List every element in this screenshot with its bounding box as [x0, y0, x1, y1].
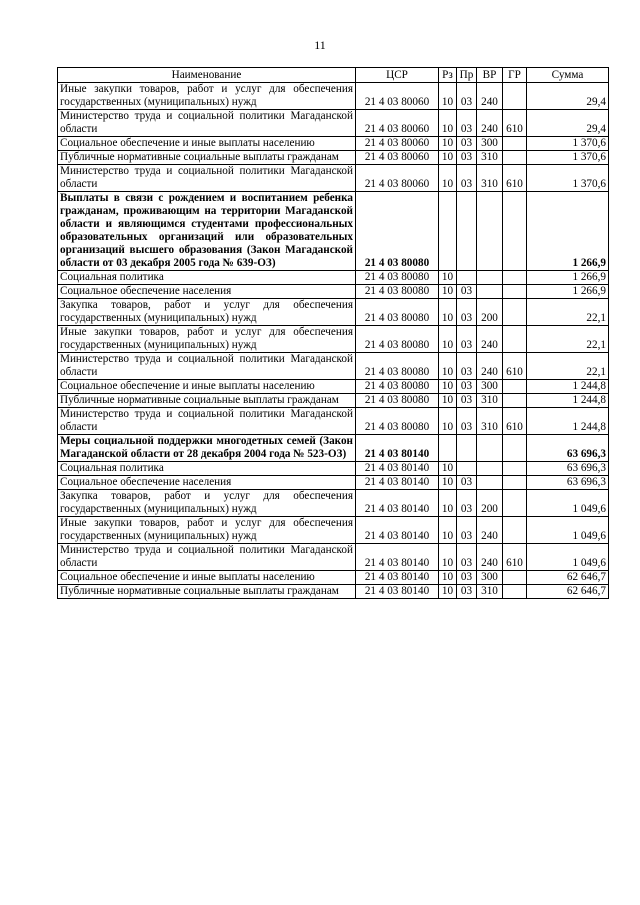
row-name: Закупка товаров, работ и услуг для обеспечения государственных (муниципальных) нужд [58, 299, 356, 326]
header-vr: ВР [477, 68, 503, 83]
row-pr: 03 [457, 380, 477, 394]
row-gr [503, 490, 527, 517]
row-sum: 62 646,7 [527, 585, 609, 599]
row-gr [503, 462, 527, 476]
row-sum: 1 370,6 [527, 151, 609, 165]
row-csr-code: 21 4 03 80060 [356, 137, 439, 151]
row-sum: 1 049,6 [527, 490, 609, 517]
row-pr: 03 [457, 165, 477, 192]
row-pr: 03 [457, 571, 477, 585]
table-row [58, 435, 609, 462]
row-rz: 10 [439, 517, 457, 544]
row-pr [457, 192, 477, 271]
row-csr-code: 21 4 03 80140 [356, 476, 439, 490]
row-rz: 10 [439, 151, 457, 165]
row-rz: 10 [439, 83, 457, 110]
row-name: Министерство труда и социальной политики Магаданской области [58, 353, 356, 380]
row-rz: 10 [439, 476, 457, 490]
row-vr: 240 [477, 326, 503, 353]
table-row [58, 394, 609, 408]
row-gr [503, 299, 527, 326]
row-pr: 03 [457, 544, 477, 571]
row-csr-code: 21 4 03 80060 [356, 110, 439, 137]
row-sum: 29,4 [527, 110, 609, 137]
row-name: Социальное обеспечение и иные выплаты населению [58, 571, 356, 585]
row-vr [477, 192, 503, 271]
table-row [58, 137, 609, 151]
row-rz: 10 [439, 544, 457, 571]
row-name: Социальное обеспечение населения [58, 476, 356, 490]
row-vr: 240 [477, 83, 503, 110]
row-pr: 03 [457, 490, 477, 517]
row-csr-code: 21 4 03 80060 [356, 151, 439, 165]
row-rz: 10 [439, 110, 457, 137]
row-pr: 03 [457, 137, 477, 151]
row-name: Меры социальной поддержки многодетных семей (Закон Магаданской области от 28 декабря 2004 года № 523-ОЗ) [58, 435, 356, 462]
row-name: Социальное обеспечение населения [58, 285, 356, 299]
row-gr [503, 380, 527, 394]
row-sum: 1 049,6 [527, 544, 609, 571]
row-rz: 10 [439, 380, 457, 394]
row-vr [477, 285, 503, 299]
row-rz [439, 192, 457, 271]
row-rz: 10 [439, 585, 457, 599]
row-sum: 63 696,3 [527, 435, 609, 462]
row-gr [503, 137, 527, 151]
row-vr: 300 [477, 137, 503, 151]
row-vr: 310 [477, 151, 503, 165]
row-rz: 10 [439, 285, 457, 299]
row-name: Министерство труда и социальной политики Магаданской области [58, 544, 356, 571]
row-name: Публичные нормативные социальные выплаты гражданам [58, 585, 356, 599]
row-sum: 1 244,8 [527, 380, 609, 394]
row-gr: 610 [503, 544, 527, 571]
table-row [58, 571, 609, 585]
row-vr: 300 [477, 571, 503, 585]
row-gr [503, 394, 527, 408]
table-row [58, 585, 609, 599]
row-csr-code: 21 4 03 80080 [356, 394, 439, 408]
header-sum: Сумма [527, 68, 609, 83]
row-csr-code: 21 4 03 80140 [356, 490, 439, 517]
row-name: Социальное обеспечение и иные выплаты населению [58, 380, 356, 394]
row-csr-code: 21 4 03 80060 [356, 83, 439, 110]
header-pr: Пр [457, 68, 477, 83]
row-name: Министерство труда и социальной политики Магаданской области [58, 110, 356, 137]
row-sum: 22,1 [527, 326, 609, 353]
row-csr-code: 21 4 03 80140 [356, 571, 439, 585]
row-csr-code: 21 4 03 80080 [356, 353, 439, 380]
row-name: Социальная политика [58, 462, 356, 476]
row-name: Социальное обеспечение и иные выплаты населению [58, 137, 356, 151]
row-sum: 22,1 [527, 353, 609, 380]
row-csr-code: 21 4 03 80060 [356, 165, 439, 192]
row-vr [477, 271, 503, 285]
row-csr-code: 21 4 03 80080 [356, 271, 439, 285]
row-gr: 610 [503, 165, 527, 192]
row-pr: 03 [457, 353, 477, 380]
row-rz: 10 [439, 353, 457, 380]
row-gr: 610 [503, 353, 527, 380]
row-sum: 63 696,3 [527, 476, 609, 490]
table-row [58, 299, 609, 326]
row-gr [503, 571, 527, 585]
header-gr: ГР [503, 68, 527, 83]
row-sum: 1 266,9 [527, 271, 609, 285]
table-row [58, 83, 609, 110]
row-sum: 1 244,8 [527, 394, 609, 408]
table-row [58, 271, 609, 285]
table-row [58, 285, 609, 299]
table-row [58, 326, 609, 353]
row-vr: 310 [477, 408, 503, 435]
row-rz: 10 [439, 490, 457, 517]
row-csr-code: 21 4 03 80080 [356, 326, 439, 353]
row-vr [477, 435, 503, 462]
row-sum: 1 244,8 [527, 408, 609, 435]
row-sum: 1 266,9 [527, 285, 609, 299]
table-header-row [58, 68, 609, 83]
row-name: Иные закупки товаров, работ и услуг для обеспечения государственных (муниципальных) нужд [58, 326, 356, 353]
row-gr: 610 [503, 110, 527, 137]
row-name: Закупка товаров, работ и услуг для обеспечения государственных (муниципальных) нужд [58, 490, 356, 517]
row-vr: 240 [477, 517, 503, 544]
row-rz: 10 [439, 165, 457, 192]
row-rz: 10 [439, 137, 457, 151]
row-csr-code: 21 4 03 80140 [356, 435, 439, 462]
row-pr [457, 462, 477, 476]
row-gr [503, 326, 527, 353]
row-sum: 1 266,9 [527, 192, 609, 271]
row-sum: 1 370,6 [527, 137, 609, 151]
row-csr-code: 21 4 03 80140 [356, 544, 439, 571]
table-row [58, 408, 609, 435]
row-pr: 03 [457, 476, 477, 490]
budget-table [57, 67, 609, 599]
row-name: Министерство труда и социальной политики Магаданской области [58, 408, 356, 435]
row-rz [439, 435, 457, 462]
row-sum: 1 370,6 [527, 165, 609, 192]
row-vr: 200 [477, 490, 503, 517]
row-csr-code: 21 4 03 80140 [356, 585, 439, 599]
row-sum: 1 049,6 [527, 517, 609, 544]
row-gr [503, 285, 527, 299]
row-pr [457, 435, 477, 462]
row-pr: 03 [457, 517, 477, 544]
row-csr-code: 21 4 03 80080 [356, 299, 439, 326]
row-name: Выплаты в связи с рождением и воспитанием ребенка гражданам, проживающим на территории Магаданской области и являющимся студентами профессиональных образовательных организаций или образовательных организаций высшего образования (Закон Магаданской области от 03 декабря 2005 года № 639-ОЗ) [58, 192, 356, 271]
row-sum: 63 696,3 [527, 462, 609, 476]
row-pr: 03 [457, 285, 477, 299]
row-rz: 10 [439, 408, 457, 435]
table-row [58, 151, 609, 165]
header-csr: ЦСР [356, 68, 439, 83]
row-csr-code: 21 4 03 80080 [356, 380, 439, 394]
row-rz: 10 [439, 571, 457, 585]
table-row [58, 462, 609, 476]
header-name: Наименование [58, 68, 356, 83]
row-gr [503, 271, 527, 285]
row-vr: 310 [477, 165, 503, 192]
row-gr [503, 192, 527, 271]
row-vr [477, 476, 503, 490]
table-row [58, 490, 609, 517]
row-pr: 03 [457, 83, 477, 110]
row-vr: 200 [477, 299, 503, 326]
row-rz: 10 [439, 326, 457, 353]
table-row [58, 544, 609, 571]
row-gr [503, 83, 527, 110]
row-pr: 03 [457, 585, 477, 599]
row-gr [503, 476, 527, 490]
page-number: 11 [314, 38, 326, 52]
row-gr: 610 [503, 408, 527, 435]
row-pr: 03 [457, 408, 477, 435]
table-row [58, 380, 609, 394]
row-vr: 300 [477, 380, 503, 394]
row-csr-code: 21 4 03 80080 [356, 192, 439, 271]
row-vr: 310 [477, 394, 503, 408]
row-gr [503, 435, 527, 462]
row-name: Публичные нормативные социальные выплаты гражданам [58, 394, 356, 408]
row-csr-code: 21 4 03 80080 [356, 408, 439, 435]
table-row [58, 353, 609, 380]
row-name: Иные закупки товаров, работ и услуг для обеспечения государственных (муниципальных) нужд [58, 517, 356, 544]
row-pr: 03 [457, 151, 477, 165]
row-name: Публичные нормативные социальные выплаты гражданам [58, 151, 356, 165]
table-row [58, 192, 609, 271]
row-gr [503, 517, 527, 544]
row-pr: 03 [457, 110, 477, 137]
table-row [58, 165, 609, 192]
row-pr: 03 [457, 326, 477, 353]
row-rz: 10 [439, 462, 457, 476]
row-name: Социальная политика [58, 271, 356, 285]
row-gr [503, 151, 527, 165]
row-vr [477, 462, 503, 476]
row-rz: 10 [439, 299, 457, 326]
table-row [58, 517, 609, 544]
table-header [58, 68, 609, 83]
row-pr: 03 [457, 394, 477, 408]
row-name: Министерство труда и социальной политики Магаданской области [58, 165, 356, 192]
table-body [58, 83, 609, 599]
row-csr-code: 21 4 03 80140 [356, 462, 439, 476]
row-pr: 03 [457, 299, 477, 326]
row-vr: 310 [477, 585, 503, 599]
row-vr: 240 [477, 544, 503, 571]
row-gr [503, 585, 527, 599]
row-name: Иные закупки товаров, работ и услуг для обеспечения государственных (муниципальных) нужд [58, 83, 356, 110]
table-row [58, 110, 609, 137]
row-sum: 29,4 [527, 83, 609, 110]
row-rz: 10 [439, 394, 457, 408]
row-sum: 62 646,7 [527, 571, 609, 585]
row-sum: 22,1 [527, 299, 609, 326]
row-pr [457, 271, 477, 285]
header-rz: Рз [439, 68, 457, 83]
table-row [58, 476, 609, 490]
row-vr: 240 [477, 110, 503, 137]
row-vr: 240 [477, 353, 503, 380]
row-rz: 10 [439, 271, 457, 285]
row-csr-code: 21 4 03 80080 [356, 285, 439, 299]
row-csr-code: 21 4 03 80140 [356, 517, 439, 544]
